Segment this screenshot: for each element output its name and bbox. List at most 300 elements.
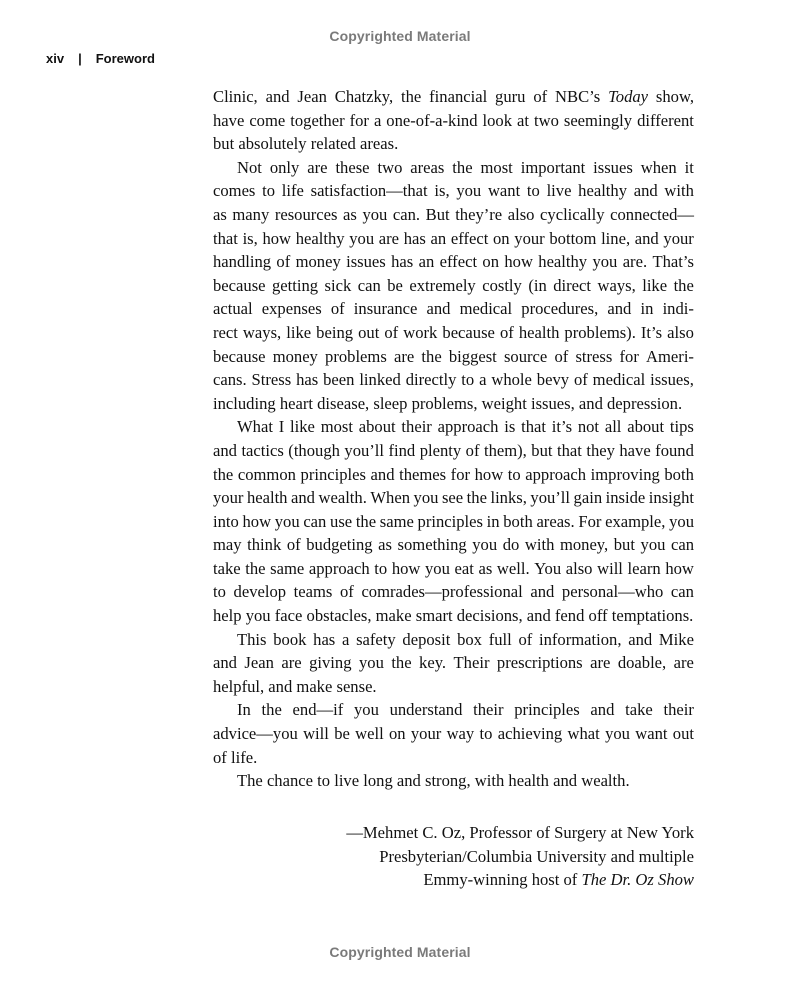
word: have [213, 110, 245, 130]
signature-line-2: Presbyterian/Columbia University and multiple [379, 846, 694, 866]
text-line [213, 203, 694, 227]
word: and [590, 700, 615, 720]
word: But [425, 204, 450, 224]
word: the [452, 157, 473, 177]
word: approach [437, 417, 499, 437]
word: and [370, 464, 395, 484]
word: deposit [402, 629, 451, 649]
word: their [473, 700, 504, 720]
word: how [262, 228, 292, 248]
word: been [323, 370, 355, 390]
word: about [358, 417, 396, 437]
word: that [213, 228, 238, 248]
word: principles [417, 511, 483, 531]
word: key. [419, 653, 447, 673]
word: learn [627, 558, 661, 578]
word: money [295, 252, 341, 272]
word: teams [293, 582, 333, 602]
word: to [461, 370, 475, 390]
word: see [441, 488, 464, 508]
word: want [635, 724, 668, 744]
word: advice—you [213, 724, 298, 744]
word: issues [593, 157, 633, 177]
text-line-content: of life. [213, 747, 258, 767]
word: health [518, 322, 560, 342]
word: tactics [241, 440, 284, 460]
word: develop [233, 582, 287, 602]
text-line [213, 321, 694, 345]
word: take [625, 700, 653, 720]
word: That’s [652, 252, 694, 272]
word: for [619, 346, 639, 366]
word: wealth. [318, 488, 367, 508]
word: issues, [650, 370, 694, 390]
text-line [213, 510, 694, 534]
word: most [480, 157, 513, 177]
word: prescriptions [496, 653, 583, 673]
text-line-content: The chance to live long and strong, with health and wealth. [237, 771, 630, 791]
word: you [358, 653, 384, 673]
paragraph [213, 628, 694, 699]
word: that [556, 440, 582, 460]
page-number: xiv [46, 51, 65, 66]
text-line [213, 628, 694, 652]
word: end—if [292, 700, 344, 720]
word: into [213, 511, 239, 531]
word: of [573, 370, 588, 390]
word: on [389, 724, 406, 744]
word: that [521, 417, 546, 437]
word: NBC’s [555, 87, 601, 106]
signature-line-3-text: Emmy-winning host of [423, 870, 582, 890]
word: box [457, 629, 482, 649]
word: and [633, 181, 658, 201]
word: are [281, 653, 302, 673]
text-line [213, 722, 694, 746]
word: has [313, 629, 336, 649]
text-line-content: helpful, and make sense. [213, 676, 377, 696]
word: I [278, 417, 285, 437]
word: be [387, 275, 403, 295]
text-line [213, 651, 694, 675]
word: personal—who [561, 582, 664, 602]
word: are [378, 228, 400, 248]
word: they [586, 440, 615, 460]
word: how [242, 511, 272, 531]
word: because [442, 322, 495, 342]
word: like [286, 322, 312, 342]
word: how [391, 558, 421, 578]
word: principles [514, 700, 580, 720]
word: of [340, 582, 354, 602]
text-line [213, 345, 694, 369]
word: You [534, 558, 562, 578]
word: to [374, 558, 388, 578]
word: the [421, 346, 442, 366]
word: satisfaction—that [310, 181, 428, 201]
word: doable, [617, 653, 667, 673]
copyright-watermark-top: Copyrighted Material [329, 28, 471, 44]
word: When [370, 488, 411, 508]
word: being [316, 322, 354, 342]
word: is, [434, 181, 450, 201]
word: will [303, 724, 329, 744]
word: not [577, 417, 600, 437]
word: of [465, 440, 480, 460]
word: Not [237, 157, 262, 177]
word: how [474, 464, 504, 484]
word: on [482, 252, 499, 272]
word: in [486, 511, 500, 531]
word: (though [288, 440, 340, 460]
text-line [213, 274, 694, 298]
word: common [237, 464, 296, 484]
word: on [493, 228, 510, 248]
word: bevy [536, 370, 570, 390]
word: sick [324, 275, 352, 295]
word: a [341, 629, 350, 649]
word: Mike [658, 629, 694, 649]
word: find [388, 440, 416, 460]
word: ways, [242, 322, 282, 342]
word: same [379, 511, 414, 531]
word: eat [454, 558, 474, 578]
text-line [213, 227, 694, 251]
word: the [466, 488, 487, 508]
text-line [213, 486, 694, 510]
word: indi- [662, 299, 694, 319]
section-title: Foreword [95, 51, 155, 66]
word: can [303, 511, 327, 531]
word: insurance [353, 299, 418, 319]
word: problems). [564, 322, 636, 342]
word: safety [356, 629, 396, 649]
word: like [290, 417, 315, 437]
word: two [533, 110, 559, 130]
word: live [546, 181, 572, 201]
word: the [245, 558, 266, 578]
word: healthy [538, 252, 588, 272]
word: to [526, 181, 540, 201]
word: money [272, 346, 318, 366]
word: What [237, 417, 273, 437]
word: themes [399, 464, 447, 484]
word: issues [346, 252, 386, 272]
word: your [410, 724, 442, 744]
word: effect [450, 228, 489, 248]
word: of [286, 535, 301, 555]
word: Today [608, 87, 649, 106]
paragraph [213, 156, 694, 416]
word: financial [429, 87, 488, 106]
text-line [213, 463, 694, 487]
word: achieving [497, 724, 563, 744]
word: for [349, 110, 369, 130]
word: many [232, 204, 270, 224]
word: you [353, 700, 379, 720]
text-line [213, 85, 694, 109]
paragraph [213, 769, 694, 793]
paragraph [213, 698, 694, 769]
word: guru [495, 87, 526, 106]
text-line [213, 156, 694, 180]
word: principles [300, 464, 366, 484]
copyright-watermark-bottom: Copyrighted Material [329, 944, 471, 960]
word: and [628, 629, 653, 649]
word: is, [242, 228, 258, 248]
word: you [605, 724, 630, 744]
text-line [213, 769, 694, 793]
word: like [642, 275, 668, 295]
word: comrades—professional [361, 582, 523, 602]
word: will [597, 558, 623, 578]
word: one-of-a-kind [386, 110, 478, 130]
text-line [213, 698, 694, 722]
word: work [403, 322, 438, 342]
word: your [663, 228, 694, 248]
word: the [261, 700, 282, 720]
word: biggest [448, 346, 497, 366]
word: a [479, 370, 487, 390]
paragraph [213, 415, 694, 627]
word: the [213, 464, 234, 484]
word: they’re [455, 204, 503, 224]
word: stress [575, 346, 613, 366]
word: their [663, 700, 694, 720]
word: plenty [419, 440, 462, 460]
word: ways, [597, 275, 636, 295]
word: of [276, 252, 291, 272]
word: Ameri- [646, 346, 694, 366]
word: two [377, 157, 403, 177]
word: well [355, 724, 384, 744]
text-line [213, 675, 694, 699]
word: it [684, 157, 694, 177]
word: and [213, 653, 237, 673]
word: of [554, 346, 569, 366]
word: also [507, 204, 535, 224]
paragraph [213, 85, 694, 156]
word: different [637, 110, 694, 130]
word: comes [213, 181, 256, 201]
word: cans. [213, 370, 247, 390]
word: This [237, 629, 267, 649]
word: you’ll [530, 488, 571, 508]
word: cyclically [540, 204, 605, 224]
word: expenses [261, 299, 322, 319]
word: have [619, 440, 651, 460]
signature-line-3 [346, 868, 694, 892]
word: life [281, 181, 304, 201]
word: how [665, 558, 694, 578]
word: areas. [536, 511, 575, 531]
word: links, [490, 488, 527, 508]
word: approach [525, 464, 587, 484]
word: extremely [409, 275, 476, 295]
word: can [357, 275, 381, 295]
word: resources [274, 204, 338, 224]
word: out [672, 724, 694, 744]
word: direct [553, 275, 591, 295]
word: think [247, 535, 282, 555]
text-line-content: but absolutely related areas. [213, 134, 399, 154]
word: you [669, 511, 694, 531]
word: approach [308, 558, 370, 578]
word: seemingly [563, 110, 633, 130]
word: at [517, 110, 529, 130]
word: because [213, 346, 266, 366]
word: areas [410, 157, 445, 177]
word: an [418, 252, 435, 272]
word: the [673, 275, 694, 295]
word: out [358, 322, 380, 342]
word: to [479, 724, 493, 744]
word: insight [648, 488, 694, 508]
word: It’s [640, 322, 663, 342]
show-title: The Dr. Oz Show [581, 870, 694, 890]
word: Chatzky, [334, 87, 394, 106]
word: whole [491, 370, 532, 390]
word: actual [213, 299, 253, 319]
word: with [524, 535, 555, 555]
word: the [401, 87, 422, 106]
text-line [213, 533, 694, 557]
word: as [213, 204, 227, 224]
word: to [262, 181, 276, 201]
word: Jean [297, 87, 327, 106]
word: handling [213, 252, 272, 272]
word: together [290, 110, 345, 130]
word: In [237, 700, 251, 720]
word: are [590, 653, 611, 673]
word: to [507, 464, 521, 484]
text-line [213, 250, 694, 274]
word: you’ll [344, 440, 385, 460]
word: effect [439, 252, 478, 272]
word: linked [359, 370, 401, 390]
word: how [504, 252, 533, 272]
word: getting [271, 275, 319, 295]
word: line, [601, 228, 631, 248]
word: and [213, 440, 237, 460]
word: are [307, 157, 328, 177]
word: Clinic, [213, 87, 258, 106]
word: same [270, 558, 305, 578]
word: source [503, 346, 548, 366]
word: and [607, 299, 632, 319]
word: and [634, 228, 659, 248]
word: connected— [610, 204, 694, 224]
text-line [213, 580, 694, 604]
text-line [213, 179, 694, 203]
word: Stress [251, 370, 292, 390]
word: and [265, 87, 290, 106]
word: for [450, 464, 471, 484]
word: show, [655, 87, 694, 106]
word: you [472, 535, 498, 555]
word: something [397, 535, 467, 555]
word: health [246, 488, 288, 508]
text-line [213, 415, 694, 439]
word: For [578, 511, 602, 531]
word: bottom [549, 228, 597, 248]
word: has [296, 370, 319, 390]
signature-block [346, 821, 694, 892]
word: their [401, 417, 432, 437]
word: an [430, 228, 447, 248]
word: most [320, 417, 353, 437]
word: way [446, 724, 475, 744]
word: of [384, 322, 399, 342]
word: of [499, 322, 514, 342]
foreword-body [213, 85, 694, 793]
word: well. [496, 558, 530, 578]
word: medical [592, 370, 646, 390]
word: budgeting [306, 535, 373, 555]
word: you [640, 535, 666, 555]
word: all [604, 417, 622, 437]
word: only [269, 157, 300, 177]
word: come [249, 110, 286, 130]
word: you [349, 228, 375, 248]
word: as [378, 535, 392, 555]
word: rect [213, 322, 238, 342]
word: it’s [551, 417, 573, 437]
word: money, [559, 535, 609, 555]
text-line [213, 392, 694, 416]
word: healthy [295, 228, 345, 248]
text-line [213, 557, 694, 581]
word: procedures, [521, 299, 599, 319]
word: of [533, 87, 548, 106]
word: both [503, 511, 533, 531]
word: them), [483, 440, 527, 460]
text-line [213, 297, 694, 321]
word: when [640, 157, 677, 177]
signature-line-1: —Mehmet C. Oz, Professor of Surgery at New York [346, 823, 694, 842]
text-line [213, 109, 694, 133]
word: are [393, 346, 415, 366]
word: be [334, 724, 350, 744]
text-line-content: including heart disease, sleep problems, weight issues, and depression. [213, 393, 683, 413]
word: because [213, 275, 266, 295]
word: these [335, 157, 370, 177]
word: as [343, 204, 357, 224]
word: and [530, 582, 555, 602]
running-head [46, 51, 155, 66]
word: problems [325, 346, 387, 366]
word: can [670, 582, 694, 602]
word: the [355, 511, 377, 531]
word: want [487, 181, 521, 201]
word: understand [389, 700, 463, 720]
word: but [531, 440, 553, 460]
word: are [673, 653, 694, 673]
word: inside [605, 488, 646, 508]
word: about [627, 417, 665, 437]
word: book [273, 629, 307, 649]
word: healthy [578, 181, 628, 201]
word: your [514, 228, 545, 248]
text-line [213, 604, 694, 628]
word: has [391, 252, 414, 272]
word: also [565, 558, 593, 578]
word: but [613, 535, 635, 555]
word: tips [669, 417, 694, 437]
word: can [670, 535, 694, 555]
word: take [213, 558, 241, 578]
word: look [482, 110, 513, 130]
